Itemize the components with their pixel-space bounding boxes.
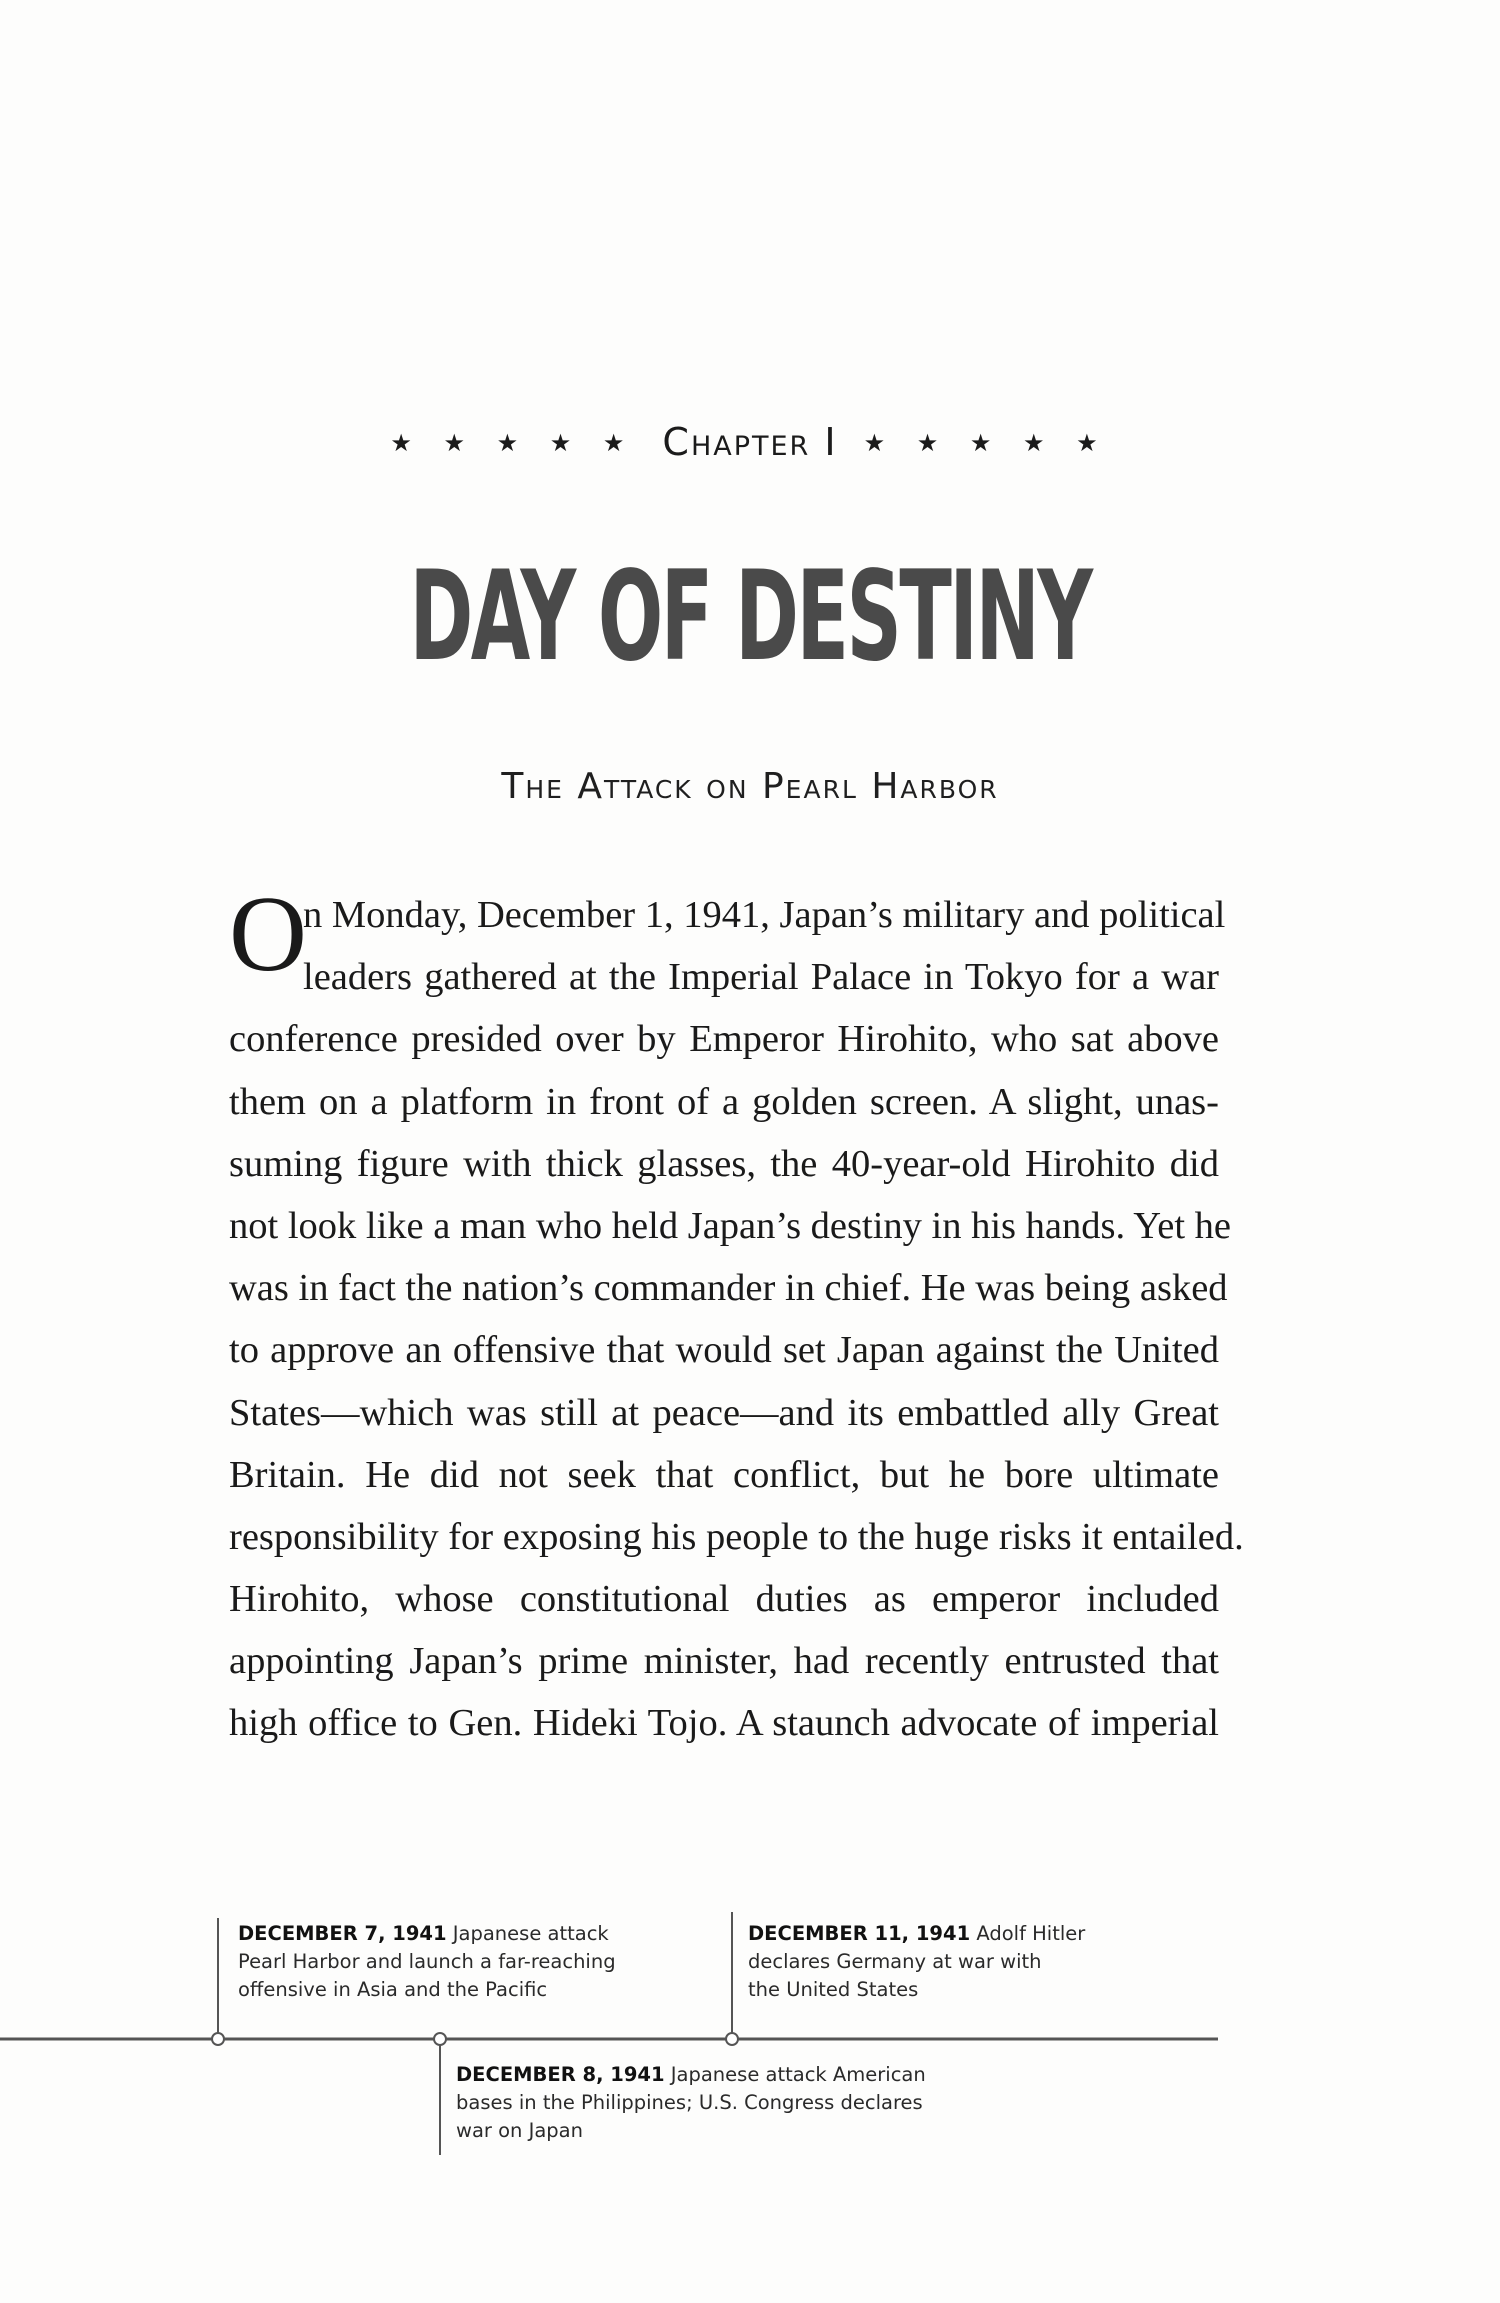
chapter-title: DAY OF DESTINY (409, 545, 1091, 689)
timeline-date: DECEMBER 7, 1941 (238, 1922, 447, 1945)
drop-cap: O (229, 875, 307, 994)
timeline-date: DECEMBER 11, 1941 (748, 1922, 971, 1945)
chapter-heading (0, 420, 1500, 464)
body-line: Hirohito, whose constitutional duties as emperor included (229, 1578, 1219, 1621)
body-line: was in fact the nation’s commander in chief. He was being asked (229, 1267, 1228, 1310)
timeline-entry-dec8 (456, 2061, 976, 2145)
body-line: them on a platform in front of a golden screen. A slight, unas- (229, 1080, 1219, 1123)
timeline-marker-dec7 (212, 2033, 224, 2045)
body-line: to approve an offensive that would set Japan against the United (229, 1329, 1219, 1372)
timeline-text: the United States (748, 1978, 919, 2001)
timeline-marker-dec8 (434, 2033, 446, 2045)
chapter-subtitle: The Attack on Pearl Harbor (501, 766, 999, 807)
body-line: n Monday, December 1, 1941, Japan’s military and political (303, 894, 1226, 936)
timeline-date: DECEMBER 8, 1941 (456, 2063, 665, 2086)
timeline-entry-dec11 (748, 1920, 1148, 2004)
star-ornament-left: ★ ★ ★ ★ ★ (390, 428, 637, 457)
body-paragraph (229, 884, 1244, 1755)
body-line: high office to Gen. Hideki Tojo. A staunch advocate of imperial (229, 1702, 1219, 1745)
timeline-text: Pearl Harbor and launch a far-reaching (238, 1950, 616, 1973)
timeline-text: war on Japan (456, 2119, 583, 2142)
body-line: responsibility for exposing his people to the huge risks it entailed. (229, 1515, 1244, 1558)
timeline-text: declares Germany at war with (748, 1950, 1042, 1973)
body-line: not look like a man who held Japan’s destiny in his hands. Yet he (229, 1204, 1231, 1247)
body-line: leaders gathered at the Imperial Palace in Tokyo for a war (303, 956, 1219, 999)
timeline-entry-dec7 (238, 1920, 678, 2004)
timeline-text: Japanese attack (452, 1922, 609, 1945)
body-line: suming figure with thick glasses, the 40-year-old Hirohito did (229, 1142, 1219, 1185)
timeline-text: offensive in Asia and the Pacific (238, 1978, 548, 2001)
body-line: Britain. He did not seek that conflict, but he bore ultimate (229, 1453, 1219, 1496)
body-line: appointing Japan’s prime minister, had recently entrusted that (229, 1640, 1219, 1683)
body-line: conference presided over by Emperor Hirohito, who sat above (229, 1018, 1219, 1061)
timeline-text: Adolf Hitler (976, 1922, 1086, 1945)
timeline-text: bases in the Philippines; U.S. Congress declares (456, 2091, 923, 2114)
star-ornament-right: ★ ★ ★ ★ ★ (863, 428, 1110, 457)
timeline-marker-dec11 (726, 2033, 738, 2045)
chapter-number: Chapter I (662, 420, 838, 464)
timeline-text: Japanese attack American (670, 2063, 926, 2086)
body-line: States—which was still at peace—and its embattled ally Great (229, 1391, 1219, 1434)
